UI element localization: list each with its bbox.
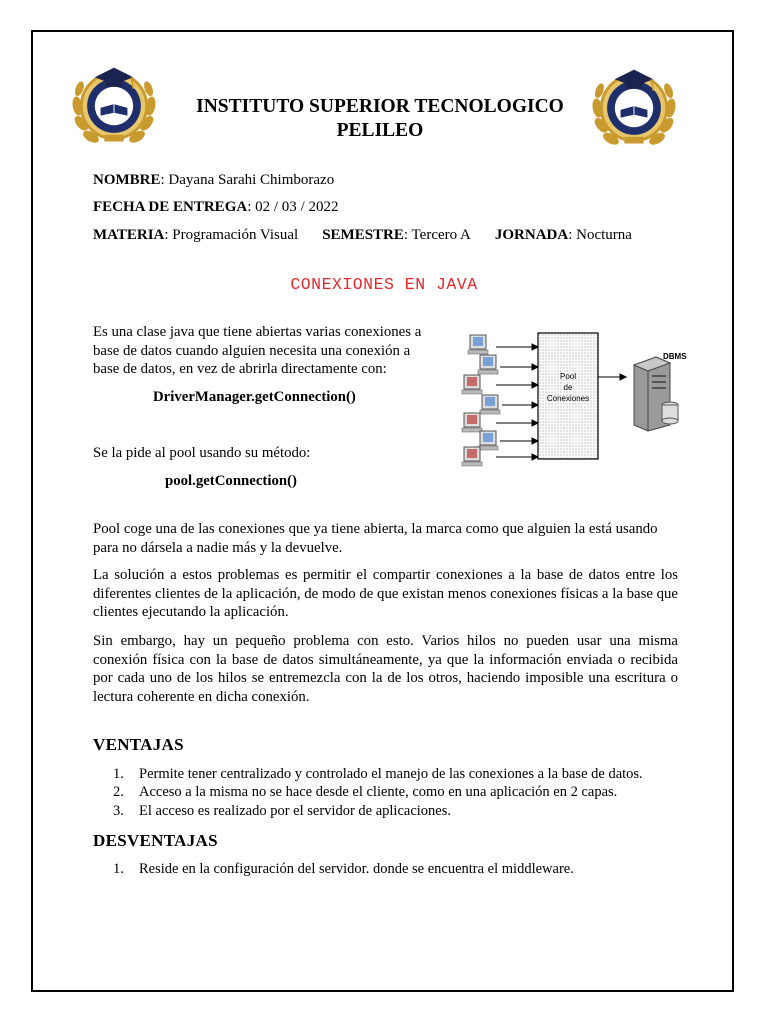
institute-title <box>160 95 600 143</box>
semestre-label: SEMESTRE <box>322 227 404 243</box>
client-computer-icon <box>462 447 482 466</box>
client-computer-icon <box>478 431 498 450</box>
desventajas-heading: DESVENTAJAS <box>93 831 218 850</box>
connection-arrows <box>496 344 538 460</box>
connection-pool-diagram <box>458 325 698 470</box>
dbms-label: DBMS <box>663 352 687 361</box>
database-server-icon <box>634 357 678 431</box>
institute-logo-right <box>586 60 682 156</box>
sin-embargo-paragraph: Sin embargo, hay un pequeño problema con esto. Varios hilos no pueden usar una misma conexión física con la base de datos simultáneamente, ya que la información enviada o recibida por cada uno de los hilos se entremezcla con la de los otros, haciendo imposible una escritura o lectura coherente en dicha conexión. <box>93 633 678 705</box>
nombre-row <box>93 171 334 189</box>
client-computer-icon <box>462 413 482 432</box>
intro-paragraph: Es una clase java que tiene abiertas varias conexiones a base de datos cuando alguien necesita una conexión a base de datos, en vez de abrirla directamente con: <box>93 324 422 378</box>
code-pool-get-connection: pool.getConnection() <box>165 473 297 489</box>
solucion-paragraph: La solución a estos problemas es permitir el compartir conexiones a la base de datos entre los diferentes clientes de la aplicación, de modo de que existan menos conexiones físicas a la base que clientes ejecutando la aplicación. <box>93 567 678 621</box>
client-computers <box>462 335 500 466</box>
ventajas-heading: VENTAJAS <box>93 735 184 754</box>
institute-logo-left <box>66 58 162 154</box>
jornada-value: : Nocturna <box>568 227 632 243</box>
institute-title-line1: INSTITUTO SUPERIOR TECNOLOGICO <box>196 96 564 117</box>
code-driver-manager: DriverManager.getConnection() <box>153 389 356 405</box>
document-title: CONEXIONES EN JAVA <box>290 275 478 294</box>
fecha-row <box>93 198 338 216</box>
pool-paragraph: Pool coge una de las conexiones que ya tiene abierta, la marca como que alguien la está usando para no dársela a nadie más y la devuelve. <box>93 521 658 556</box>
nombre-value: : Dayana Sarahi Chimborazo <box>160 172 335 188</box>
materia-value: : Programación Visual <box>164 227 299 243</box>
nombre-label: NOMBRE <box>93 172 161 188</box>
institute-title-line2: PELILEO <box>336 120 424 141</box>
pide-paragraph: Se la pide al pool usando su método: <box>93 445 311 461</box>
pool-label-line2: de <box>563 383 573 392</box>
list-item: 1. Reside en la configuración del servidor. donde se encuentra el middleware. <box>113 861 574 877</box>
client-computer-icon <box>478 355 498 374</box>
client-computer-icon <box>468 335 488 354</box>
materia-label: MATERIA <box>93 227 165 243</box>
materia-row <box>93 226 632 244</box>
pool-label-line1: Pool <box>559 372 577 381</box>
list-item: 2. Acceso a la misma no se hace desde el cliente, como en una aplicación en 2 capas. <box>113 784 618 801</box>
jornada-label: JORNADA <box>494 227 569 243</box>
desventajas-list <box>113 860 574 878</box>
ventajas-list <box>113 765 643 820</box>
client-computer-icon <box>480 395 500 414</box>
pool-label-line3: Conexiones <box>546 394 590 403</box>
dbms-arrow <box>598 374 626 380</box>
semestre-value: : Tercero A <box>403 227 471 243</box>
client-computer-icon <box>462 375 482 394</box>
list-item: 3. El acceso es realizado por el servidor de aplicaciones. <box>113 802 452 819</box>
fecha-label: FECHA DE ENTREGA <box>93 199 248 215</box>
list-item: 1. Permite tener centralizado y controlado el manejo de las conexiones a la base de datos. <box>113 766 643 782</box>
fecha-value: : 02 / 03 / 2022 <box>247 199 339 215</box>
